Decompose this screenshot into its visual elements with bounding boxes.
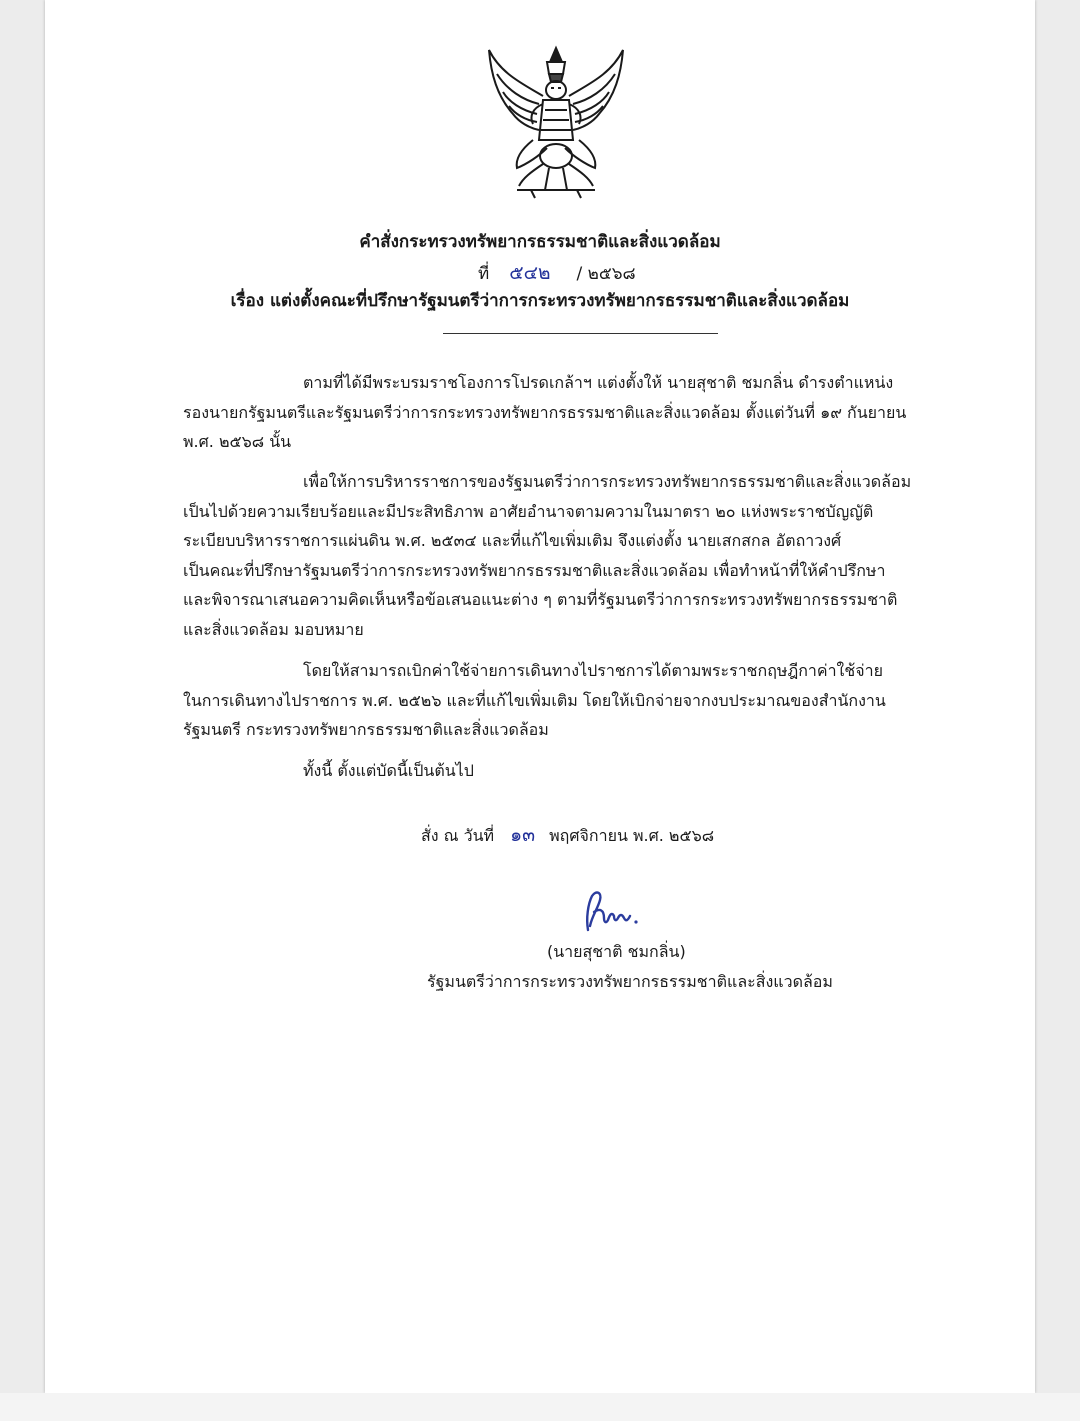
order-title: คำสั่งกระทรวงทรัพยากรธรรมชาติและสิ่งแวดล้อม [359, 232, 721, 252]
order-date-day: ๑๓ [510, 824, 536, 846]
signatory-position: รัฐมนตรีว่าการกระทรวงทรัพยากรธรรมชาติและสิ่งแวดล้อม [427, 972, 833, 991]
paragraph-2 [183, 467, 938, 644]
paragraph-line: รองนายกรัฐมนตรีและรัฐมนตรีว่าการกระทรวงทรัพยากรธรรมชาติและสิ่งแวดล้อม ตั้งแต่วันที่ ๑๙ กันยายน [183, 402, 907, 422]
order-subject: เรื่อง แต่งตั้งคณะที่ปรึกษารัฐมนตรีว่าการกระทรวงทรัพยากรธรรมชาติและสิ่งแวดล้อม [230, 291, 850, 311]
paragraph-line: รัฐมนตรี กระทรวงทรัพยากรธรรมชาติและสิ่งแวดล้อม [183, 720, 549, 739]
paragraph-line: เพื่อให้การบริหารราชการของรัฐมนตรีว่าการกระทรวงทรัพยากรธรรมชาติและสิ่งแวดล้อม [303, 472, 912, 491]
order-number-value: ๕๔๒ [509, 262, 551, 284]
paragraph-line: เป็นไปด้วยความเรียบร้อยและมีประสิทธิภาพ อาศัยอำนาจตามความในมาตรา ๒๐ แห่งพระราชบัญญัติ [183, 501, 874, 521]
paragraph-4 [183, 756, 938, 786]
order-date-month-year: พฤศจิกายน พ.ศ. ๒๕๖๘ [549, 826, 715, 845]
paragraph-line: และพิจารณาเสนอความคิดเห็นหรือข้อเสนอแนะต่าง ๆ ตามที่รัฐมนตรีว่าการกระทรวงทรัพยากรธรรมชาติ [183, 590, 898, 609]
paragraph-line: ทั้งนี้ ตั้งแต่บัดนี้เป็นต้นไป [303, 761, 474, 780]
paragraph-1 [183, 368, 938, 457]
order-date [421, 820, 714, 850]
order-number-label: ที่ [478, 264, 490, 284]
bottom-margin [0, 1393, 1080, 1421]
paragraph-line: พ.ศ. ๒๕๖๘ นั้น [183, 432, 292, 451]
order-number-line [478, 258, 636, 288]
handwritten-signature [578, 890, 648, 936]
paragraph-line: เป็นคณะที่ปรึกษารัฐมนตรีว่าการกระทรวงทรัพยากรธรรมชาติและสิ่งแวดล้อม เพื่อทำหน้าที่ให้คำปรึกษา [183, 560, 886, 580]
garuda-emblem-icon [483, 44, 629, 200]
paragraph-line: ตามที่ได้มีพระบรมราชโองการโปรดเกล้าฯ แต่งตั้งให้ นายสุชาติ ชมกลิ่น ดำรงตำแหน่ง [303, 373, 894, 392]
order-number-year: / ๒๕๖๘ [576, 264, 636, 284]
order-date-prefix: สั่ง ณ วันที่ [421, 826, 495, 845]
paragraph-line: ระเบียบบริหารราชการแผ่นดิน พ.ศ. ๒๕๓๔ และที่แก้ไขเพิ่มเติม จึงแต่งตั้ง นายเสกสกล อัตถาวงศ์ [183, 531, 842, 550]
paragraph-line: โดยให้สามารถเบิกค่าใช้จ่ายการเดินทางไปราชการได้ตามพระราชกฤษฎีกาค่าใช้จ่าย [303, 661, 883, 680]
paragraph-line: ในการเดินทางไปราชการ พ.ศ. ๒๕๒๖ และที่แก้ไขเพิ่มเติม โดยให้เบิกจ่ายจากงบประมาณของสำนักงาน [183, 690, 886, 710]
paragraph-line: และสิ่งแวดล้อม มอบหมาย [183, 619, 364, 639]
signatory-name: (นายสุชาติ ชมกลิ่น) [547, 942, 686, 961]
header-divider [443, 333, 718, 334]
paragraph-3 [183, 656, 938, 745]
